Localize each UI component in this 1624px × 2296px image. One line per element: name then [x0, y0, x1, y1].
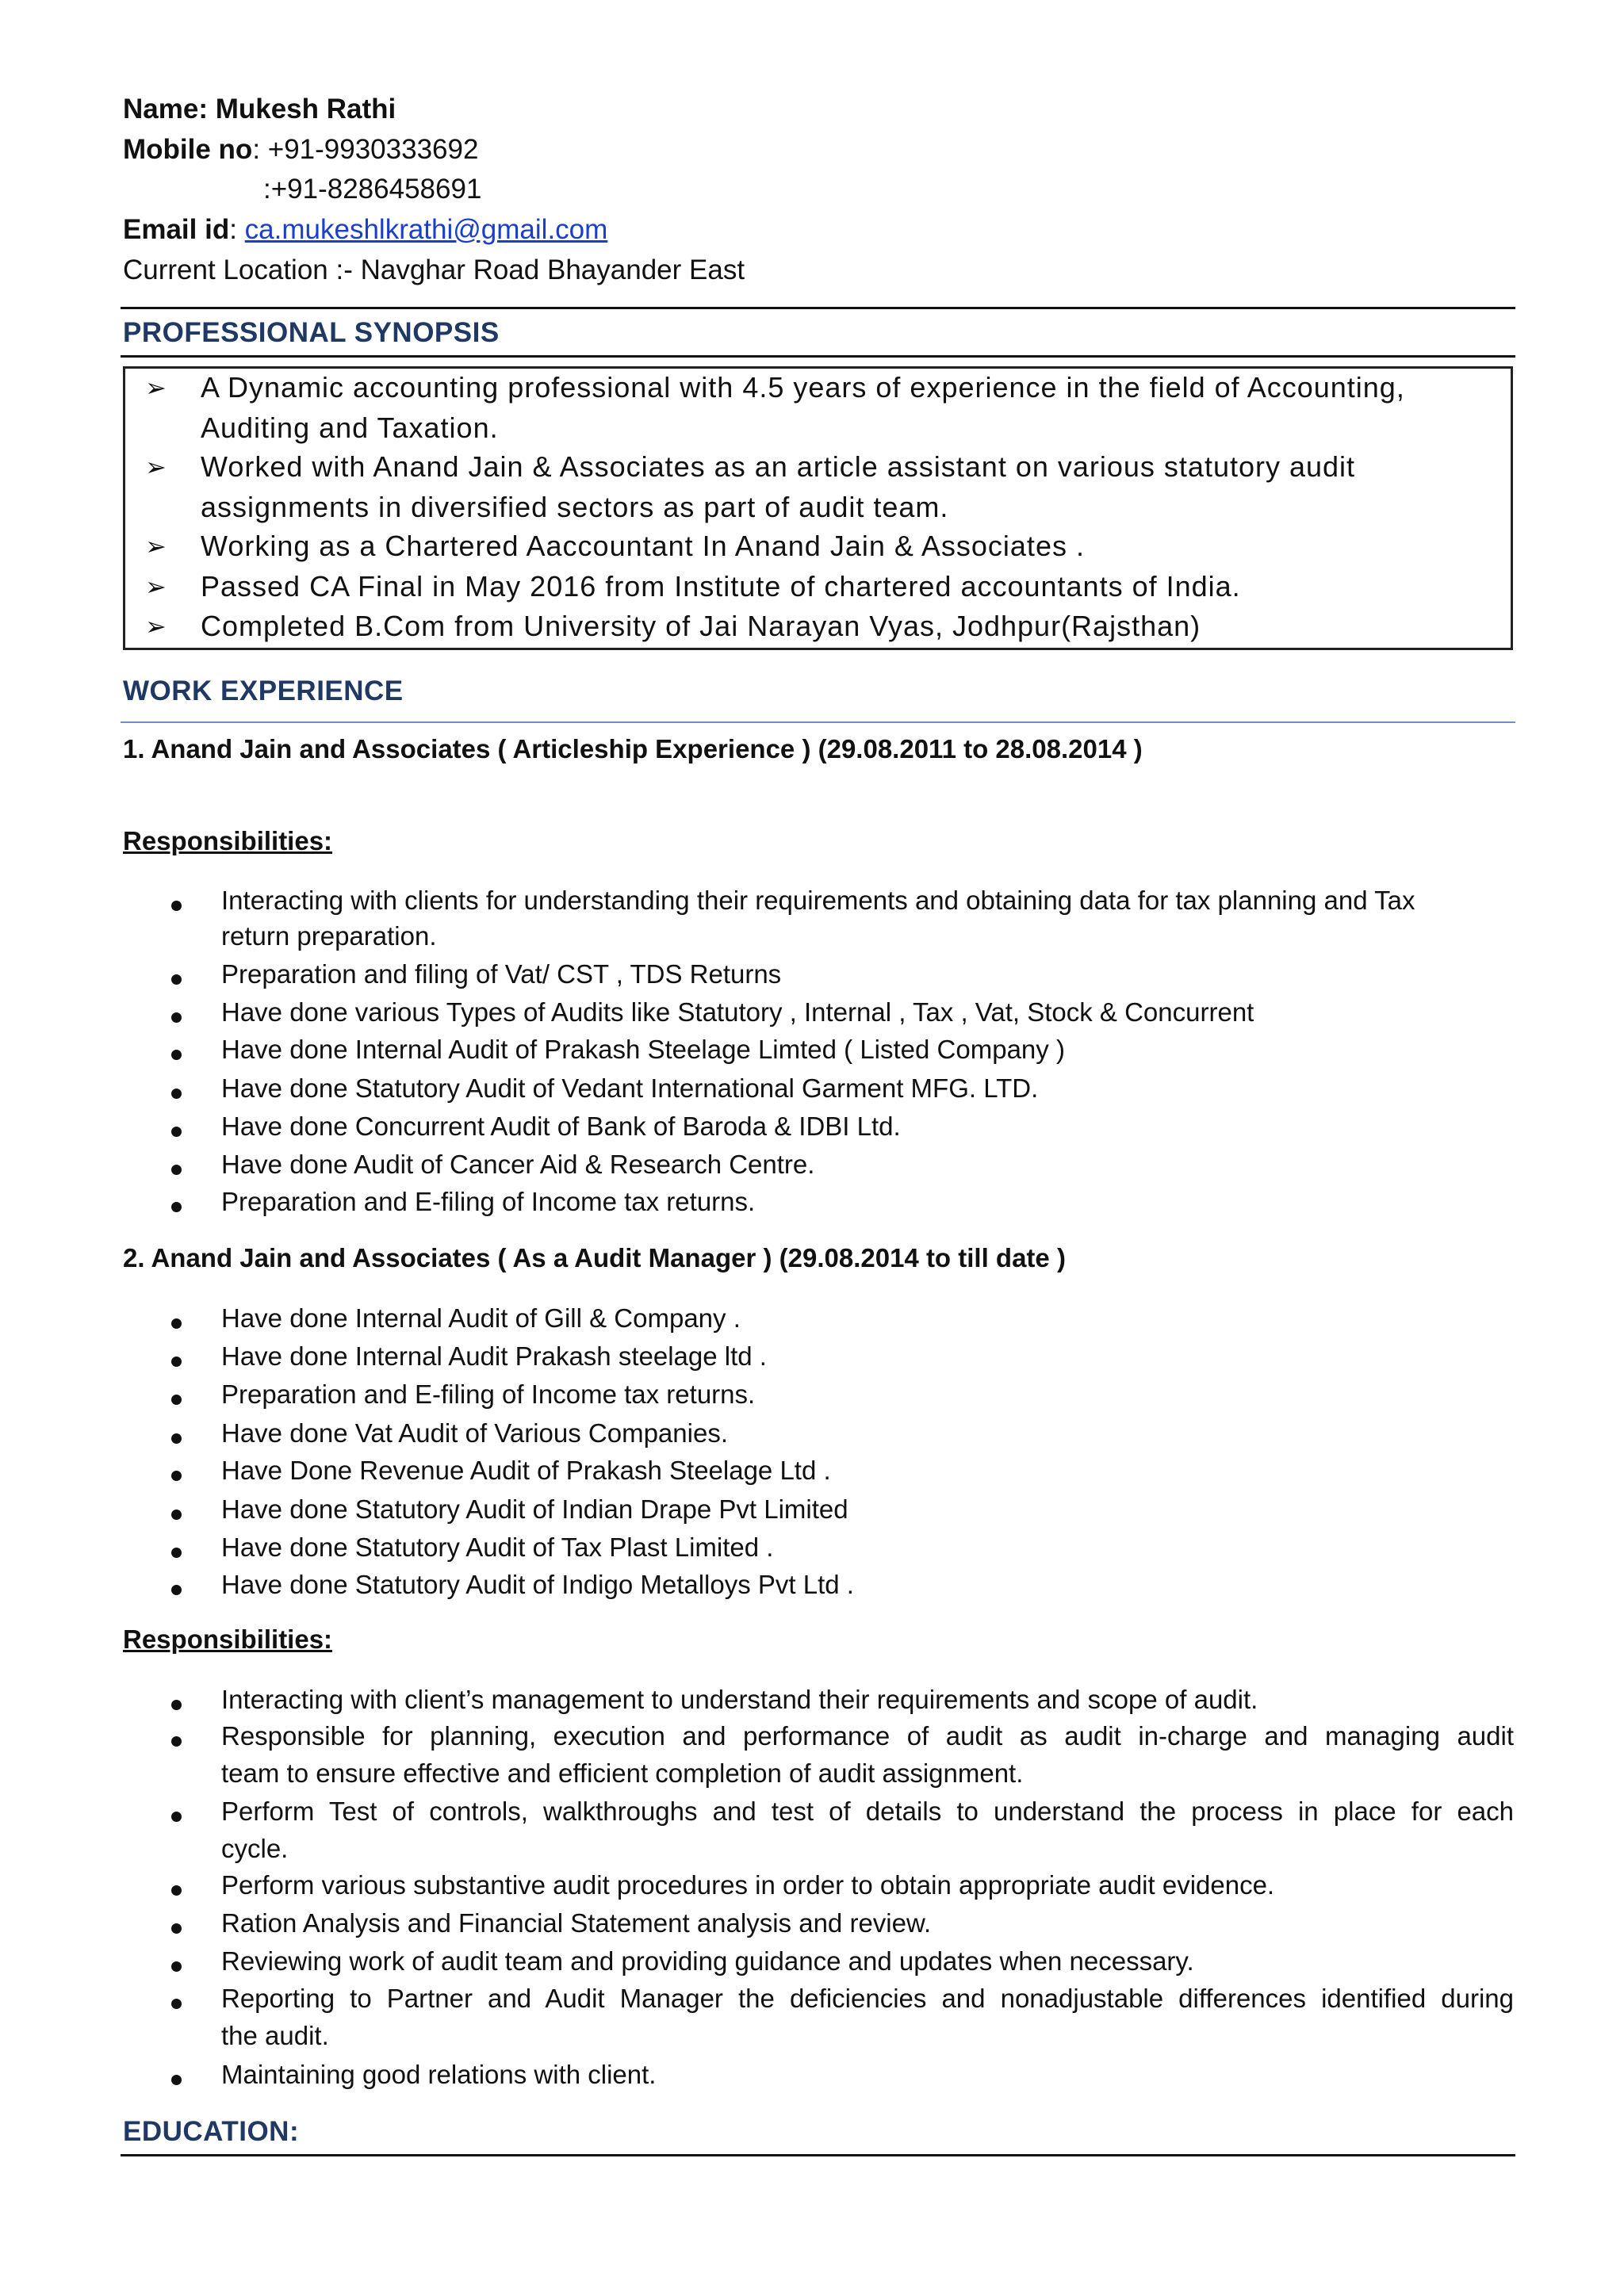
bullet-icon [171, 1089, 182, 1099]
list-item: Have done Statutory Audit of Indian Drape Pvt Limited [221, 1494, 848, 1524]
list-item: Have done Statutory Audit of Tax Plast Limited . [221, 1533, 774, 1562]
bullet-icon [171, 1050, 182, 1060]
bullet-icon [171, 1127, 182, 1137]
bullet-icon [171, 1923, 182, 1934]
synopsis-line: Worked with Anand Jain & Associates as an article assistant on various statutory audit [201, 450, 1356, 483]
list-item: Have done Internal Audit Prakash steelage ltd . [221, 1341, 767, 1371]
list-item: Have done Statutory Audit of Indigo Metalloys Pvt Ltd . [221, 1570, 854, 1599]
list-item: Perform various substantive audit procedures in order to obtain appropriate audit evidence. [221, 1870, 1275, 1900]
list-item: Have done Concurrent Audit of Bank of Baroda & IDBI Ltd. [221, 1112, 901, 1141]
job-2-title: 2. Anand Jain and Associates ( As a Audit Manager ) (29.08.2014 to till date ) [123, 1243, 1066, 1272]
bullet-icon [171, 1395, 182, 1405]
list-item: Have done Vat Audit of Various Companies. [221, 1418, 728, 1448]
arrow-bullet-icon: ➢ [145, 373, 167, 402]
bullet-icon [171, 1736, 182, 1747]
list-item: Preparation and E-filing of Income tax returns. [221, 1380, 756, 1409]
bullet-icon [171, 974, 182, 985]
arrow-bullet-icon: ➢ [145, 453, 167, 481]
bullet-icon [171, 1433, 182, 1444]
list-item: Reporting to Partner and Audit Manager the deficiencies and nonadjustable differences identified during [221, 1984, 1514, 2013]
bullet-icon [171, 1999, 182, 2009]
section-divider [121, 307, 1515, 309]
bullet-icon [171, 1700, 182, 1710]
list-item: Interacting with client’s management to understand their requirements and scope of audit. [221, 1685, 1258, 1714]
list-item: Have done Statutory Audit of Vedant International Garment MFG. LTD. [221, 1073, 1039, 1103]
email-label: Email id [123, 214, 230, 245]
list-item: Have done Audit of Cancer Aid & Research Centre. [221, 1150, 815, 1179]
candidate-name [123, 90, 396, 129]
section-divider [121, 355, 1515, 358]
list-item: Have done Internal Audit of Gill & Company . [221, 1303, 741, 1333]
arrow-bullet-icon: ➢ [145, 572, 167, 601]
bullet-icon [171, 1471, 182, 1481]
list-item: Responsible for planning, execution and performance of audit as audit in-charge and managing audit [221, 1721, 1514, 1751]
bullet-icon [171, 1012, 182, 1023]
bullet-icon [171, 1961, 182, 1972]
list-item: Have done Internal Audit of Prakash Steelage Limted ( Listed Company ) [221, 1035, 1065, 1064]
arrow-bullet-icon: ➢ [145, 532, 167, 561]
bullet-icon [171, 1318, 182, 1329]
list-item: Reviewing work of audit team and providing guidance and updates when necessary. [221, 1946, 1194, 1976]
section-divider [121, 721, 1515, 723]
education-heading: EDUCATION: [123, 2116, 300, 2147]
synopsis-line: assignments in diversified sectors as part of audit team. [201, 491, 949, 523]
list-item: Have done various Types of Audits like Statutory , Internal , Tax , Vat, Stock & Concurrent [221, 997, 1254, 1027]
bullet-icon [171, 1548, 182, 1558]
bullet-icon [171, 1202, 182, 1212]
list-item-continued: the audit. [221, 2021, 329, 2050]
list-item-continued: team to ensure effective and efficient completion of audit assignment. [221, 1758, 1024, 1788]
synopsis-line: Passed CA Final in May 2016 from Institute of chartered accountants of India. [201, 570, 1241, 603]
list-item-continued: return preparation. [221, 921, 437, 951]
bullet-icon [171, 901, 182, 911]
bullet-icon [171, 1510, 182, 1520]
name-text: Name: Mukesh Rathi [123, 94, 396, 124]
current-location: Current Location :- Navghar Road Bhayander East [123, 254, 745, 285]
email-link[interactable]: ca.mukeshlkrathi@gmail.com [244, 214, 608, 245]
synopsis-heading: PROFESSIONAL SYNOPSIS [123, 317, 500, 348]
bullet-icon [171, 1885, 182, 1896]
synopsis-line: Completed B.Com from University of Jai Narayan Vyas, Jodhpur(Rajsthan) [201, 610, 1201, 642]
list-item: Have Done Revenue Audit of Prakash Steelage Ltd . [221, 1456, 831, 1485]
list-item: Maintaining good relations with client. [221, 2060, 657, 2089]
email-line [123, 210, 607, 250]
list-item: Preparation and E-filing of Income tax returns. [221, 1187, 756, 1216]
responsibilities-heading: Responsibilities: [123, 826, 333, 855]
mobile-number-1: : +91-9930333692 [252, 134, 479, 165]
bullet-icon [171, 1585, 182, 1595]
responsibilities-heading: Responsibilities: [123, 1624, 333, 1654]
work-experience-heading: WORK EXPERIENCE [123, 675, 404, 706]
synopsis-line: Working as a Chartered Aaccountant In Anand Jain & Associates . [201, 530, 1085, 562]
arrow-bullet-icon: ➢ [145, 612, 167, 641]
mobile-line-1 [123, 130, 478, 170]
list-item: Preparation and filing of Vat/ CST , TDS Returns [221, 959, 782, 989]
mobile-label: Mobile no [123, 134, 253, 165]
mobile-number-2: :+91-8286458691 [263, 174, 482, 205]
bullet-icon [171, 1357, 182, 1367]
list-item-continued: cycle. [221, 1834, 289, 1863]
synopsis-line: Auditing and Taxation. [201, 411, 499, 444]
job-1-title: 1. Anand Jain and Associates ( Articleship Experience ) (29.08.2011 to 28.08.2014 ) [123, 734, 1143, 763]
list-item: Interacting with clients for understanding their requirements and obtaining data for tax planning and Tax [221, 886, 1415, 915]
bullet-icon [171, 1812, 182, 1822]
bullet-icon [171, 2075, 182, 2085]
list-item: Perform Test of controls, walkthroughs and test of details to understand the process in place for each [221, 1797, 1514, 1826]
synopsis-line: A Dynamic accounting professional with 4.5 years of experience in the field of Accounting, [201, 371, 1405, 404]
section-divider [121, 2154, 1515, 2156]
email-separator: : [229, 214, 245, 245]
list-item: Ration Analysis and Financial Statement analysis and review. [221, 1908, 932, 1938]
bullet-icon [171, 1165, 182, 1175]
